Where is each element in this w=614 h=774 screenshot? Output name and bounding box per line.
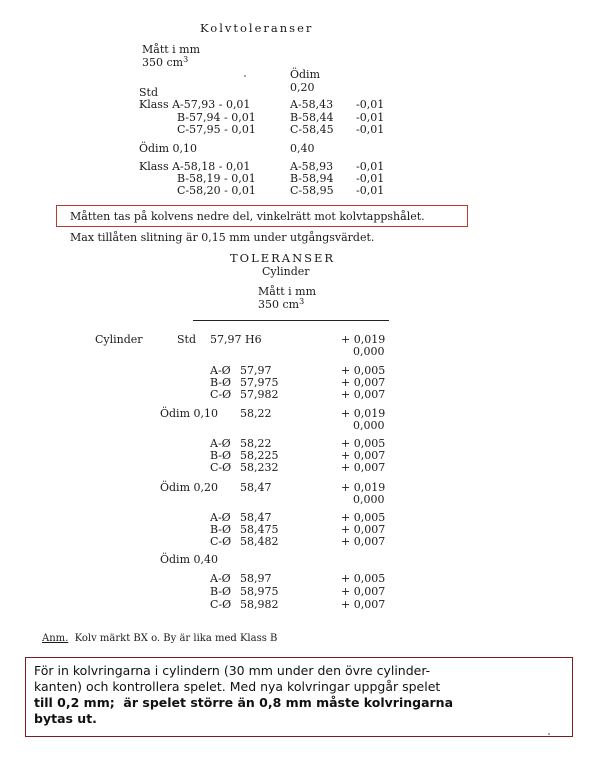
odim040-class-b-value: 58,975	[240, 585, 279, 598]
kolv-010-row-a: Klass A-58,18 - 0,01	[139, 160, 251, 173]
kolv-040-row-b: B-58,94	[290, 172, 334, 185]
std-class-b: B-Ø	[210, 376, 232, 389]
kolv-010-row-b: B-58,19 - 0,01	[177, 172, 256, 185]
odim020-class-c-tol: + 0,007	[341, 535, 386, 548]
odim020-class-b-tol: + 0,007	[341, 523, 386, 536]
kolv-020-row-b: B-58,44	[290, 111, 334, 124]
kolv-volume: 350 $cm^3$	[142, 55, 189, 69]
kolv-040-row-c: C-58,95	[290, 184, 334, 197]
odim020-class-a: A-Ø	[210, 511, 231, 524]
kolv-std-row-c: C-57,95 - 0,01	[177, 123, 256, 136]
odim010-class-c-value: 58,232	[240, 461, 279, 474]
tol-volume: 350 $cm^3$	[258, 297, 305, 311]
std-class-c-value: 57,982	[240, 388, 279, 401]
kolv-odim-head: Ödim	[290, 68, 321, 81]
kolv-020-row-c: C-58,45	[290, 123, 334, 136]
odim040-class-a-value: 58,97	[240, 572, 272, 585]
odim020-tol-upper: + 0,019	[341, 481, 386, 494]
odim020-class-a-value: 58,47	[240, 511, 272, 524]
odim040-label: Ödim 0,40	[160, 553, 218, 566]
std-class-a-tol: + 0,005	[341, 364, 386, 377]
tol-unit-label: Mått i mm	[258, 285, 317, 298]
measurement-note: Måtten tas på kolvens nedre del, vinkelrätt mot kolvtappshålet.	[70, 210, 425, 223]
odim010-class-a: A-Ø	[210, 437, 231, 450]
odim020-class-b-value: 58,475	[240, 523, 279, 536]
kolv-odim-010: Ödim 0,10	[139, 142, 197, 155]
odim020-class-b: B-Ø	[210, 523, 232, 536]
kolv-020-tol-b: -0,01	[356, 111, 385, 124]
odim020-class-a-tol: + 0,005	[341, 511, 386, 524]
odim020-label: Ödim 0,20	[160, 481, 218, 494]
odim040-class-c: C-Ø	[210, 598, 232, 611]
std-class-c: C-Ø	[210, 388, 232, 401]
kolv-std-row-b: B-57,94 - 0,01	[177, 111, 256, 124]
odim040-class-a-tol: + 0,005	[341, 572, 386, 585]
std-class-b-value: 57,975	[240, 376, 279, 389]
odim010-class-a-tol: + 0,005	[341, 437, 386, 450]
kolv-unit-label: Mått i mm	[142, 43, 201, 56]
odim010-label: Ödim 0,10	[160, 407, 218, 420]
odim040-class-a: A-Ø	[210, 572, 231, 585]
odim010-class-c-tol: + 0,007	[341, 461, 386, 474]
tol-subtitle: Cylinder	[262, 265, 310, 278]
anm-label: Anm.	[42, 633, 69, 644]
kolv-020-tol-a: -0,01	[356, 98, 385, 111]
kolv-title: Kolvtoleranser	[200, 21, 314, 35]
final-note-line-4: bytas ut.	[34, 711, 97, 726]
odim010-class-b-value: 58,225	[240, 449, 279, 462]
final-note-line-2: kanten) och kontrollera spelet. Med nya kolvringar uppgår spelet	[34, 679, 441, 694]
kolv-010-row-c: C-58,20 - 0,01	[177, 184, 256, 197]
odim010-tol-lower: 0,000	[353, 419, 385, 432]
kolv-040-tol-c: -0,01	[356, 184, 385, 197]
std-class-c-tol: + 0,007	[341, 388, 386, 401]
odim010-class-b: B-Ø	[210, 449, 232, 462]
kolv-040-row-a: A-58,93	[290, 160, 334, 173]
wear-note: Max tillåten slitning är 0,15 mm under utgångsvärdet.	[70, 231, 375, 244]
odim010-class-c: C-Ø	[210, 461, 232, 474]
scan-speck	[548, 733, 550, 735]
final-note-line-3: till 0,2 mm; är spelet större än 0,8 mm måste kolvringarna	[34, 695, 454, 710]
std-tol-lower: 0,000	[353, 345, 385, 358]
odim010-class-a-value: 58,22	[240, 437, 272, 450]
kolv-020-row-a: A-58,43	[290, 98, 334, 111]
kolv-std-label: Std	[139, 86, 158, 99]
anm-note	[42, 632, 277, 645]
std-class-b-tol: + 0,007	[341, 376, 386, 389]
std-value: 57,97 H6	[210, 333, 262, 346]
odim010-value: 58,22	[240, 407, 272, 420]
odim040-class-b-tol: + 0,007	[341, 585, 386, 598]
anm-text: Kolv märkt BX o. By är lika med Klass B	[74, 633, 278, 644]
kolv-020-tol-c: -0,01	[356, 123, 385, 136]
tol-title: TOLERANSER	[230, 251, 336, 265]
cylinder-label: Cylinder	[95, 333, 143, 346]
kolv-odim-040: 0,40	[290, 142, 315, 155]
odim040-class-c-tol: + 0,007	[341, 598, 386, 611]
scan-speck	[244, 75, 246, 77]
odim020-class-c: C-Ø	[210, 535, 232, 548]
kolv-std-row-a: Klass A-57,93 - 0,01	[139, 98, 251, 111]
std-class-a: A-Ø	[210, 364, 231, 377]
odim020-class-c-value: 58,482	[240, 535, 279, 548]
std-class-a-value: 57,97	[240, 364, 272, 377]
tol-header-rule	[193, 320, 389, 321]
odim020-tol-lower: 0,000	[353, 493, 385, 506]
odim020-value: 58,47	[240, 481, 272, 494]
std-tol-upper: + 0,019	[341, 333, 386, 346]
odim040-class-c-value: 58,982	[240, 598, 279, 611]
odim010-tol-upper: + 0,019	[341, 407, 386, 420]
std-label: Std	[177, 333, 196, 346]
odim040-class-b: B-Ø	[210, 585, 232, 598]
final-note-line-1: För in kolvringarna i cylindern (30 mm under den övre cylinder-	[34, 663, 431, 678]
odim010-class-b-tol: + 0,007	[341, 449, 386, 462]
kolv-040-tol-b: -0,01	[356, 172, 385, 185]
kolv-040-tol-a: -0,01	[356, 160, 385, 173]
kolv-odim-020: 0,20	[290, 81, 315, 94]
